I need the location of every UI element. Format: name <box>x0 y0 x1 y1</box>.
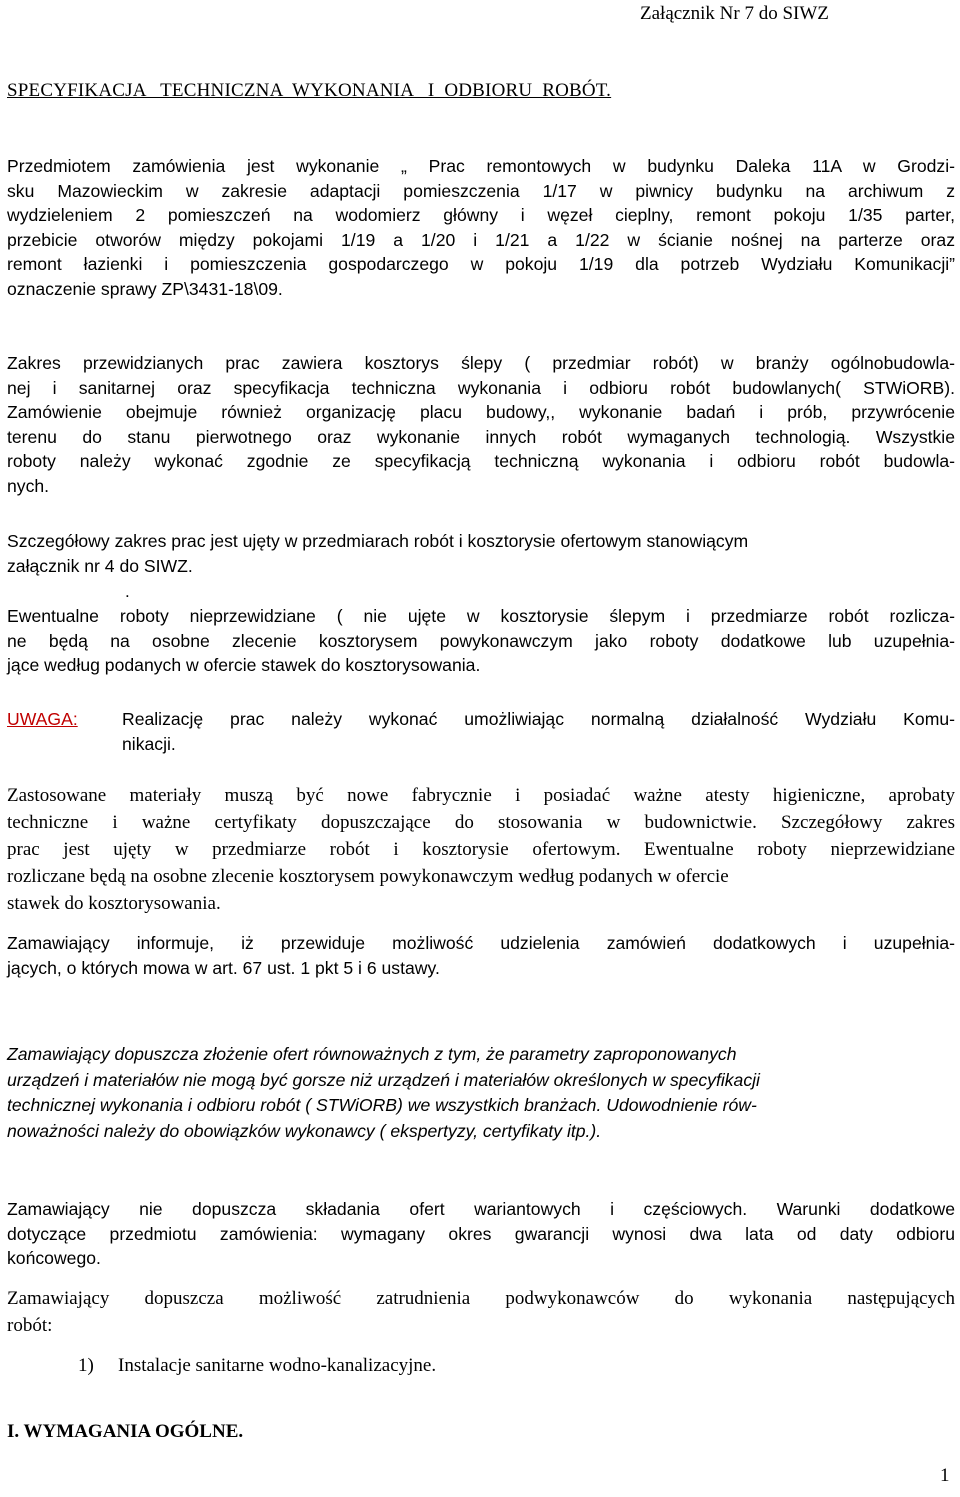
paragraph-line: Ewentualne roboty nieprzewidziane ( nie ujęte w kosztorysie ślepym i przedmiarze robót rozlicza- <box>7 606 955 626</box>
paragraph-line: techniczne i ważne certyfikaty dopuszczające do stosowania w budownictwie. Szczegółowy zakres <box>7 812 955 833</box>
paragraph-line: nej i sanitarnej oraz specyfikacja techniczna wykonania i odbioru robót budowlanych( STWiORB). <box>7 377 955 398</box>
paragraph-line: oznaczenie sprawy ZP\3431-18\09. <box>7 278 283 299</box>
paragraph-line: Zamawiający dopuszcza złożenie ofert równoważnych z tym, że parametry zaproponowanych <box>7 1044 737 1064</box>
paragraph-line: Zastosowane materiały muszą być nowe fabrycznie i posiadać ważne atesty higieniczne, aprobaty <box>7 785 955 806</box>
paragraph-line: rozliczane będą na osobne zlecenie kosztorysem powykonawczym według podanych w ofercie <box>7 866 729 887</box>
paragraph-line: ne będą na osobne zlecenie kosztorysem powykonawczym jako roboty dodatkowe lub uzupełnia- <box>7 630 955 651</box>
paragraph-line: końcowego. <box>7 1248 101 1268</box>
paragraph-additional-orders <box>7 931 955 980</box>
paragraph-line: remont łazienki i pomieszczenia gospodarczego w pokoju 1/19 dla potrzeb Wydziału Komunikacji” <box>7 254 955 274</box>
paragraph-line: nikacji. <box>122 733 176 754</box>
paragraph-line: Zamówienie obejmuje również organizację placu budowy,, wykonanie badań i prób, przywrócenie <box>7 402 955 422</box>
paragraph-line: Przedmiotem zamówienia jest wykonanie „ Prac remontowych w budynku Daleka 11A w Grodzi- <box>7 156 955 176</box>
paragraph-line: stawek do kosztorysowania. <box>7 893 221 914</box>
paragraph-line: sku Mazowieckim w zakresie adaptacji pomieszczenia 1/17 w piwnicy budynku na archiwum z <box>7 180 955 201</box>
paragraph-scope <box>7 351 955 498</box>
list-item <box>78 1352 436 1379</box>
paragraph-subject <box>7 154 955 301</box>
section-heading: I. WYMAGANIA OGÓLNE. <box>7 1421 244 1442</box>
paragraph-equivalent-offers <box>7 1042 955 1144</box>
paragraph-line: przebicie otworów między pokojami 1/19 a 1/20 i 1/21 a 1/22 w ścianie nośnej na parterze oraz <box>7 229 955 250</box>
warning-text <box>122 707 955 756</box>
paragraph-line: terenu do stanu pierwotnego oraz wykonanie innych robót wymaganych technologią. Wszystkie <box>7 426 955 447</box>
paragraph-line: roboty należy wykonać zgodnie ze specyfikacją techniczną wykonania i odbioru robót budowla- <box>7 451 955 471</box>
paragraph-line: prac jest ujęty w przedmiarze robót i kosztorysie ofertowym. Ewentualne roboty nieprzewidziane <box>7 839 955 860</box>
paragraph-subcontractors <box>7 1285 955 1339</box>
paragraph-unforeseen-works <box>7 604 955 678</box>
paragraph-line: technicznej wykonania i odbioru robót ( STWiORB) we wszystkich branżach. Udowodnienie rów- <box>7 1095 757 1115</box>
paragraph-line: noważności należy do obowiązków wykonawcy ( ekspertyzy, certyfikaty itp.). <box>7 1120 602 1141</box>
paragraph-line: robót: <box>7 1315 53 1336</box>
paragraph-line: Zamawiający informuje, iż przewiduje możliwość udzielenia zamówień dodatkowych i uzupełnia- <box>7 933 955 953</box>
paragraph-line: urządzeń i materiałów nie mogą być gorsze niż urządzeń i materiałów określonych w specyfikacji <box>7 1069 760 1090</box>
paragraph-variant-offers <box>7 1197 955 1271</box>
paragraph-materials <box>7 782 955 917</box>
paragraph-line: dotyczące przedmiotu zamówienia: wymagany okres gwarancji wynosi dwa lata od daty odbioru <box>7 1223 955 1244</box>
paragraph-line: wydzieleniem 2 pomieszczeń na wodomierz główny i węzeł cieplny, remont pokoju 1/35 parter, <box>7 205 955 225</box>
warning-label: UWAGA: <box>7 709 78 729</box>
paragraph-line: jących, o których mowa w art. 67 ust. 1 pkt 5 i 6 ustawy. <box>7 957 440 978</box>
stray-dot: . <box>125 582 130 601</box>
document-title: SPECYFIKACJA TECHNICZNA WYKONANIA I ODBIORU ROBÓT. <box>7 80 612 101</box>
list-item-number: 1) <box>78 1355 94 1376</box>
paragraph-line: Szczegółowy zakres prac jest ujęty w przedmiarach robót i kosztorysie ofertowym stanowiącym <box>7 531 749 551</box>
paragraph-line: nych. <box>7 475 50 496</box>
paragraph-detailed-scope <box>7 529 955 578</box>
list-item-text: Instalacje sanitarne wodno-kanalizacyjne. <box>118 1355 437 1376</box>
attachment-header: Załącznik Nr 7 do SIWZ <box>640 3 829 24</box>
paragraph-line: jące według podanych w ofercie stawek do kosztorysowania. <box>7 655 481 675</box>
paragraph-line: Zakres przewidzianych prac zawiera kosztorys ślepy ( przedmiar robót) w branży ogólnobudowla- <box>7 353 955 373</box>
paragraph-line: Zamawiający nie dopuszcza składania ofert wariantowych i częściowych. Warunki dodatkowe <box>7 1199 955 1219</box>
page-number: 1 <box>940 1465 950 1486</box>
paragraph-line: Realizację prac należy wykonać umożliwiając normalną działalność Wydziału Komu- <box>122 709 955 729</box>
paragraph-line: załącznik nr 4 do SIWZ. <box>7 555 193 576</box>
paragraph-line: Zamawiający dopuszcza możliwość zatrudnienia podwykonawców do wykonania następujących <box>7 1288 955 1309</box>
